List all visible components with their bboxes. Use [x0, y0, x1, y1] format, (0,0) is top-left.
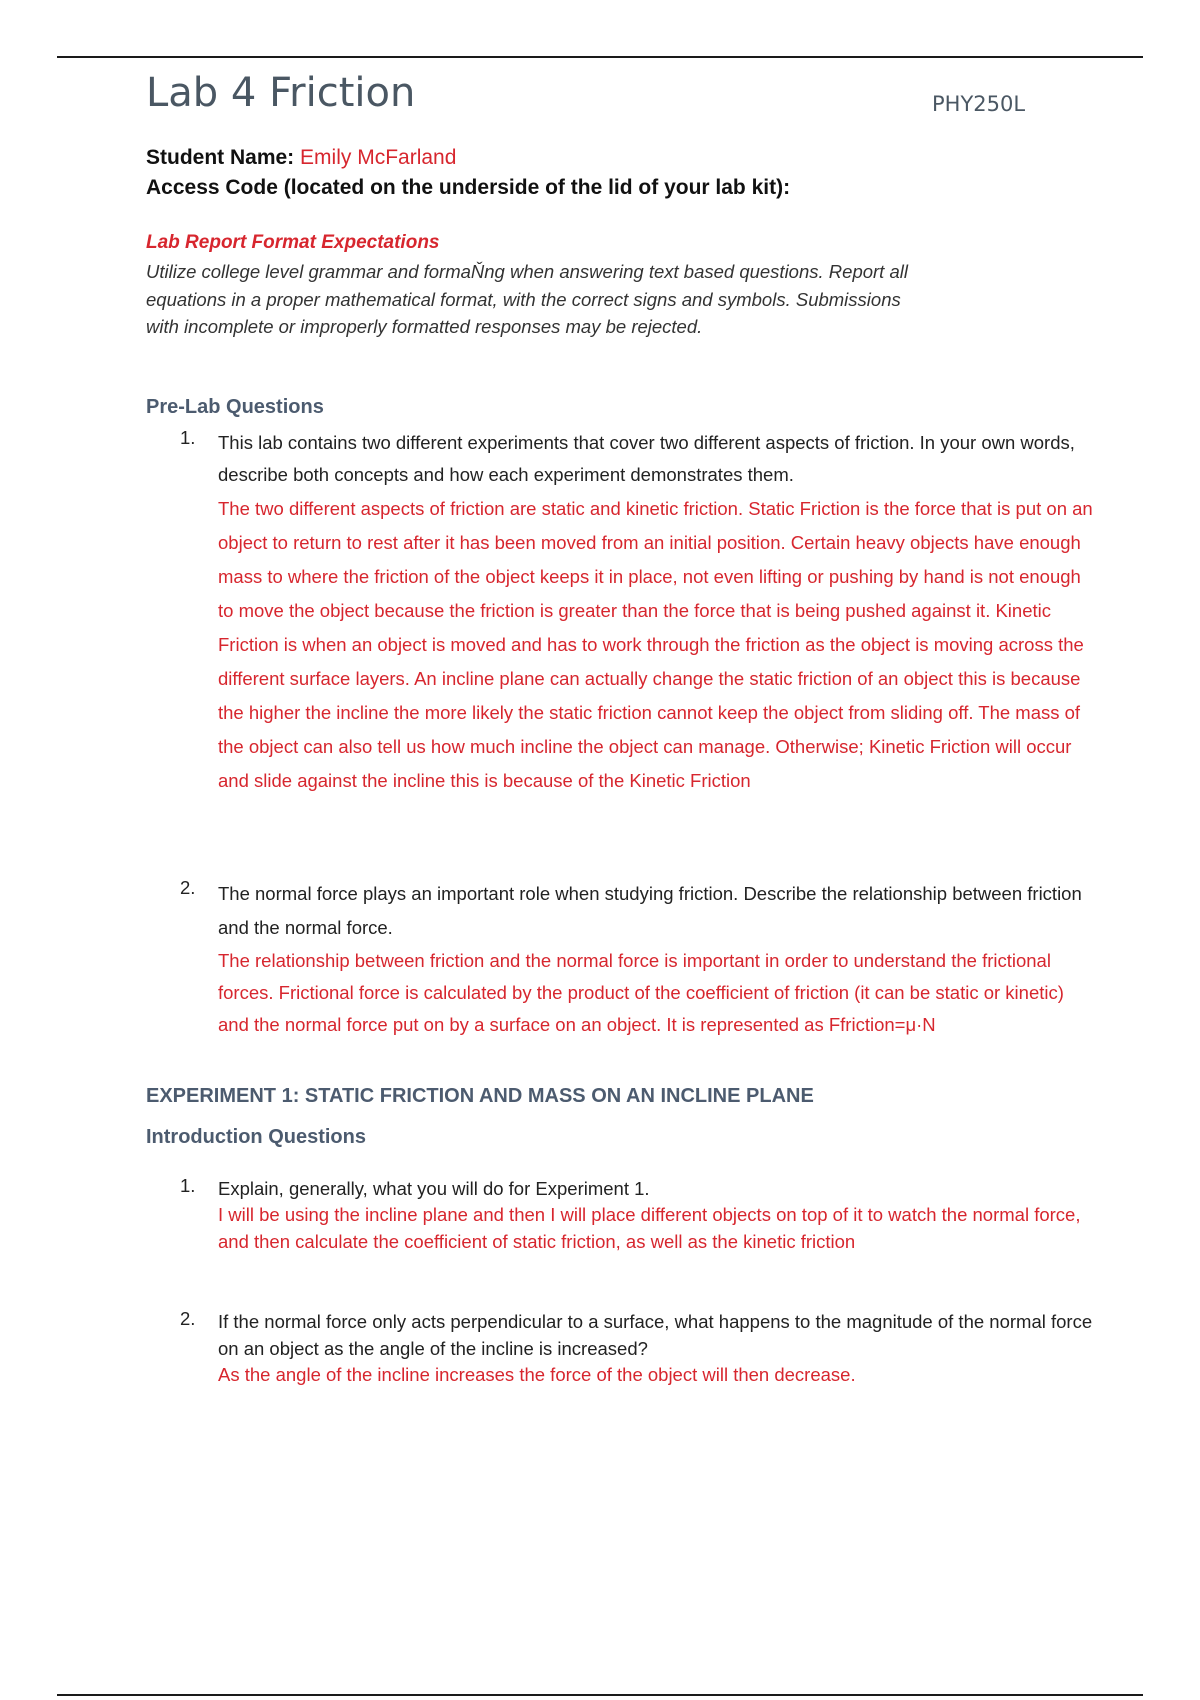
expectations-body: Utilize college level grammar and formaŇng when answering text based questions. Report all equations in a proper mathematical format, with the correct signs and symbols. Submissions with incomplete or improperly formatted responses may be rejected.: [146, 261, 908, 337]
prelab-q2-question: The normal force plays an important role when studying friction. Describe the relationship between friction and the normal force.: [218, 883, 1082, 938]
exp1-q1-number: 1.: [180, 1175, 196, 1196]
prelab-q1-number: 1.: [180, 427, 196, 448]
exp1-q2-answer: As the angle of the incline increases the force of the object will then decrease.: [218, 1364, 856, 1385]
access-code-label: Access Code (located on the underside of the lid of your lab kit):: [146, 176, 791, 199]
exp1-q1-question: Explain, generally, what you will do for Experiment 1.: [218, 1178, 650, 1199]
top-rule: [57, 56, 1143, 58]
course-code: PHY250L: [932, 92, 1026, 116]
student-name-label: Student Name:: [146, 146, 295, 169]
student-name-value: Emily McFarland: [300, 146, 457, 169]
experiment1-heading: EXPERIMENT 1: STATIC FRICTION AND MASS ON AN INCLINE PLANE: [146, 1085, 814, 1107]
prelab-q2-answer: The relationship between friction and the normal force is important in order to understand the frictional forces. Frictional force is calculated by the product of the coefficient of friction (it can be static or kinetic) and the normal force put on by a surface on an object. It is represented as Ffriction=μ·N: [218, 950, 1064, 1035]
expectations-heading: Lab Report Format Expectations: [146, 232, 440, 253]
prelab-q2-number: 2.: [180, 877, 196, 898]
prelab-q1-answer: The two different aspects of friction are static and kinetic friction. Static Friction is the force that is put on an object to return to rest after it has been moved from an initial position. Certain heavy objects have enough mass to where the friction of the object keeps it in place, not even lifting or pushing by hand is not enough to move the object because the friction is greater than the force that is being pushed against it. Kinetic Friction is when an object is moved and has to work through the friction as the object is moving across the different surface layers. An incline plane can actually change the static friction of an object this is because the higher the incline the more likely the static friction cannot keep the object from sliding off. The mass of the object can also tell us how much incline the object can manage. Otherwise; Kinetic Friction will occur and slide against the incline this is because of the Kinetic Friction: [218, 498, 1093, 791]
prelab-heading: Pre-Lab Questions: [146, 396, 324, 418]
exp1-q2-number: 2.: [180, 1308, 196, 1329]
student-name-line: [146, 146, 456, 170]
page-title: Lab 4 Friction: [146, 70, 416, 116]
bottom-rule: [57, 1694, 1143, 1696]
exp1-q1-answer: I will be using the incline plane and then I will place different objects on top of it to watch the normal force, and then calculate the coefficient of static friction, as well as the kinetic friction: [218, 1204, 1081, 1252]
prelab-q1-question: This lab contains two different experiments that cover two different aspects of friction. In your own words, describe both concepts and how each experiment demonstrates them.: [218, 432, 1075, 485]
exp1-q2-question: If the normal force only acts perpendicular to a surface, what happens to the magnitude of the normal force on an object as the angle of the incline is increased?: [218, 1311, 1093, 1359]
intro-questions-heading: Introduction Questions: [146, 1126, 366, 1148]
